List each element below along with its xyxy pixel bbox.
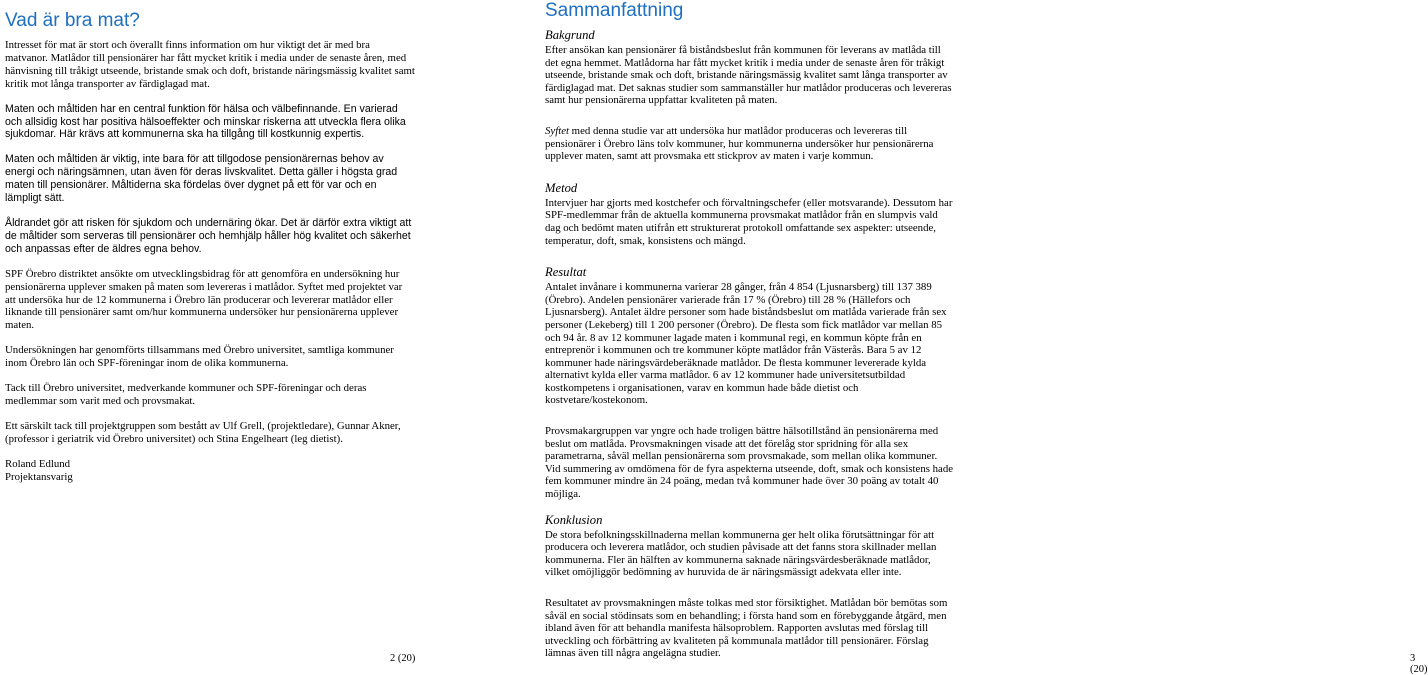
paragraph-project: SPF Örebro distriktet ansökte om utvecklingsbidrag för att genomföra en undersökning hur pensionärerna upplever smaken på maten som levereras i matlådor. Syftet med projektet var att undersöka hur de 12 kommunerna i Örebro län producerar och levererar matlådor eller liknande till pensionärer samt om/hur kommunerna undersöker hur pensionärerna upplever maten.	[5, 267, 403, 332]
signature-name: Roland Edlund	[5, 457, 71, 470]
page-number-right: 3 (20)	[1410, 653, 1428, 675]
intro-paragraph: Intresset för mat är stort och överallt finns information om hur viktigt det är med bra matvanor. Matlådor till pensionärer har fått mycket kritik i media under de senaste åren, med hänvisning till tråkigt utseende, bristande smak och doft, bristande näringsmässig kvalitet samt kritik mot långa transporter av färdiglagad mat.	[5, 39, 415, 90]
paragraph-metod: Intervjuer har gjorts med kostchefer och förvaltningschefer (eller motsvarande). Dessutom har SPF-medlemmar från de aktuella kommunerna provsmakat matlådor från en slumpvis vald dag och bedömt maten utifrån ett strukturerat protokoll omfattande sex aspekter: utseende, temperatur, doft, smak, konsistens och mängd.	[545, 196, 953, 247]
paragraph-aging: Åldrandet gör att risken för sjukdom och undernäring ökar. Det är därför extra viktigt att de måltider som serveras till pensionärer och hemhjälp håller hög kvalitet och säkerhet och anpassas efter de äldres egna behov.	[5, 216, 412, 255]
paragraph-bakgrund: Efter ansökan kan pensionärer få biståndsbeslut från kommunen för leverans av matlåda till det egna hemmet. Matlådorna har fått mycket kritik i media under de senaste åren för tråkigt utseende, bristande smak och doft, bristande näringsmässig kvalitet samt långa transporter av färdiglagad mat. Det saknas studier som sammanställer hur matlådor produceras och levereras samt hur pensionärerna uppfattar kvaliteten på maten.	[545, 44, 952, 107]
heading-bakgrund: Bakgrund	[545, 28, 595, 42]
page-title: Vad är bra mat?	[5, 10, 140, 31]
left-page	[0, 0, 480, 665]
paragraph-konklusion-2: Resultatet av provsmakningen måste tolkas med stor försiktighet. Matlådan bör bemötas som såväl en social stödinsats som en behandling; i första hand som en förebyggande åtgärd, men ibland även för att behandla manifesta hälsoproblem. Rapporten avslutas med förslag till utveckling och förbättring av kvaliteten på kommunala matlådor till pensionärer. Förslag lämnas även till några angelägna studier.	[545, 597, 948, 660]
paragraph-health: Maten och måltiden har en central funktion för hälsa och välbefinnande. En varierad och allsidig kost har positiva hälsoeffekter och minskar riskerna att utveckla flera olika sjukdomar. Här krävs att kommunerna ska ha tillgång till kostkunnig expertis.	[5, 102, 406, 141]
paragraph-quality-of-life: Maten och måltiden är viktig, inte bara för att tillgodose pensionärernas behov av energi och näringsämnen, utan även för deras livskvalitet. Detta gäller i högsta grad maten till pensionärer. Måltiderna ska fördelas över dygnet på ett för var och en lämpligt sätt.	[5, 153, 398, 205]
heading-resultat: Resultat	[545, 265, 587, 280]
syftet-lead: Syftet	[545, 124, 569, 137]
paragraph-collaboration: Undersökningen har genomförts tillsammans med Örebro universitet, samtliga kommuner inom Örebro län och SPF-föreningar inom de olika kommunerna.	[5, 344, 394, 370]
right-column	[545, 0, 955, 672]
paragraph-resultat-1: Antalet invånare i kommunerna varierar 28 gånger, från 4 854 (Ljusnarsberg) till 137 389 (Örebro). Andelen pensionärer varierade från 17 % (Örebro) till 28 % (Hällefors och Ljusnarsberg). Antalet äldre personer som hade biståndsbeslut om matlåda varierade från sex personer (Lekeberg) till 1 200 personer (Örebro). De flesta som fick matlådor var mellan 85 och 94 år. 8 av 12 kommuner lagade maten i kommunal regi, en kommun köpte från en entreprenör i kommunen och tre kommuner köpte matlådor från Västerås. Bara 5 av 12 kommuner hade näringsvärdeberäknade matlådor. De flesta kommuner levererade kylda alternativt kylda eller varma matlådor. 6 av 12 kommuner hade universitetsutbildad kostkompetens i organisationen, varav en kommun hade både dietist och kostvetare/kostekonom.	[545, 281, 947, 407]
heading-konklusion: Konklusion	[545, 512, 603, 527]
syftet-text: med denna studie var att undersöka hur matlådor produceras och levereras till pensionärer i Örebro läns tolv kommuner, hur kommunerna undersöker hur pensionärerna upplever maten, samt att provsmaka ett stickprov av maten i varje kommun.	[545, 124, 934, 163]
left-column	[5, 10, 415, 483]
paragraph-syftet	[545, 125, 955, 163]
paragraph-special-thanks: Ett särskilt tack till projektgruppen som bestått av Ulf Grell, (projektledare), Gunnar Akner, (professor i geriatrik vid Örebro universitet) och Stina Engelheart (leg dietist).	[5, 419, 401, 445]
summary-title: Sammanfattning	[545, 0, 684, 21]
signature-role: Projektansvarig	[5, 470, 73, 483]
page-number-left: 2 (20)	[390, 653, 416, 664]
paragraph-resultat-2: Provsmakargruppen var yngre och hade troligen bättre hälsotillstånd än pensionärerna med beslut om matlåda. Provsmakningen visade att det förelåg stor spridning för alla sex parametrarna, såväl mellan pensionärerna som provsmakade, som mellan olika kommuner. Vid summering av omdömena för de fyra aspekterna utseende, doft, smak och konsistens hade fem kommuner mindre än 24 poäng, medan två kommuner hade över 30 poäng av totalt 40 möjliga.	[545, 425, 954, 501]
heading-metod: Metod	[545, 180, 578, 195]
paragraph-thanks: Tack till Örebro universitet, medverkande kommuner och SPF-föreningar och deras medlemmar som varit med och provsmakat.	[5, 382, 367, 407]
paragraph-konklusion-1: De stora befolkningsskillnaderna mellan kommunerna ger helt olika förutsättningar för att producera och leverera matlådor, och studien påvisade att det fanns stora skillnader mellan kommunerna. Fler än hälften av kommunerna saknade näringsvärdesberäknade matlådor, vilket omöjliggör bedömning av huruvida de är näringsmässigt adekvata eller inte.	[545, 528, 937, 579]
